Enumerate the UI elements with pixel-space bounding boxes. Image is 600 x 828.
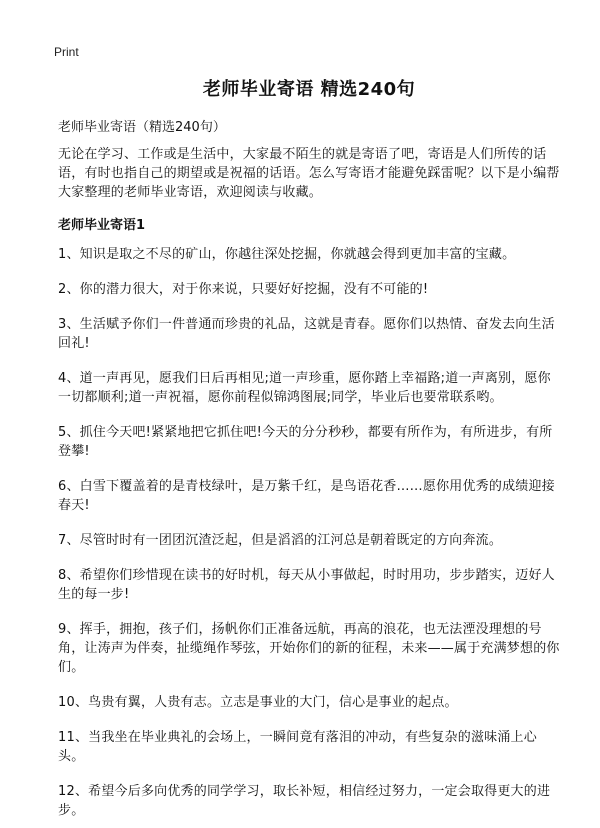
list-item: 1、知识是取之不尽的矿山，你越往深处挖掘，你就越会得到更加丰富的宝藏。 [58,247,516,262]
list-item: 4、道一声再见，愿我们日后再相见;道一声珍重，愿你踏上幸福路;道一声离别，愿你一切都顺利;道一声祝福，愿你前程似锦鸿图展;同学，毕业后也要常联系哟。 [58,371,551,405]
list-item: 10、鸟贵有翼，人贵有志。立志是事业的大门，信心是事业的起点。 [58,695,458,710]
document-title: 老师毕业寄语 精选240句 [202,79,416,100]
intro-paragraph: 无论在学习、工作或是生活中，大家最不陌生的就是寄语了吧，寄语是人们所传的话语，有时也指自己的期望或是祝福的话语。怎么写寄语才能避免踩雷呢？以下是小编帮大家整理的老师毕业寄语，欢迎阅读与收藏。 [58,147,560,200]
list-item: 3、生活赋予你们一件普通而珍贵的礼品，这就是青春。愿你们以热情、奋发去向生活回礼! [58,317,555,351]
list-item: 7、尽管时时有一团团沉渣泛起，但是滔滔的江河总是朝着既定的方向奔流。 [58,533,503,548]
item-list [58,245,560,820]
print-label[interactable]: Print [54,45,79,59]
list-item: 12、希望今后多向优秀的同学学习，取长补短，相信经过努力，一定会取得更大的进步。 [58,784,551,818]
section-heading: 老师毕业寄语1 [58,218,146,233]
document-subtitle: 老师毕业寄语（精选240句） [58,120,226,135]
list-item: 9、挥手，拥抱，孩子们，扬帆你们正准备远航，再高的浪花，也无法湮没理想的号角，让涛声为伴奏，扯缆绳作琴弦，开始你们的新的征程，未来——属于充满梦想的你们。 [58,622,560,675]
list-item: 6、白雪下覆盖着的是青枝绿叶，是万紫千红，是鸟语花香……愿你用优秀的成绩迎接春天! [58,479,555,513]
list-item: 8、希望你们珍惜现在读书的好时机，每天从小事做起，时时用功，步步踏实，迈好人生的每一步! [58,568,555,602]
list-item: 5、抓住今天吧!紧紧地把它抓住吧!今天的分分秒秒，都要有所作为，有所进步，有所登攀! [58,425,553,459]
list-item: 2、你的潜力很大，对于你来说，只要好好挖掘，没有不可能的! [58,282,429,297]
list-item: 11、当我坐在毕业典礼的会场上，一瞬间竟有落泪的冲动，有些复杂的滋味涌上心头。 [58,730,537,764]
